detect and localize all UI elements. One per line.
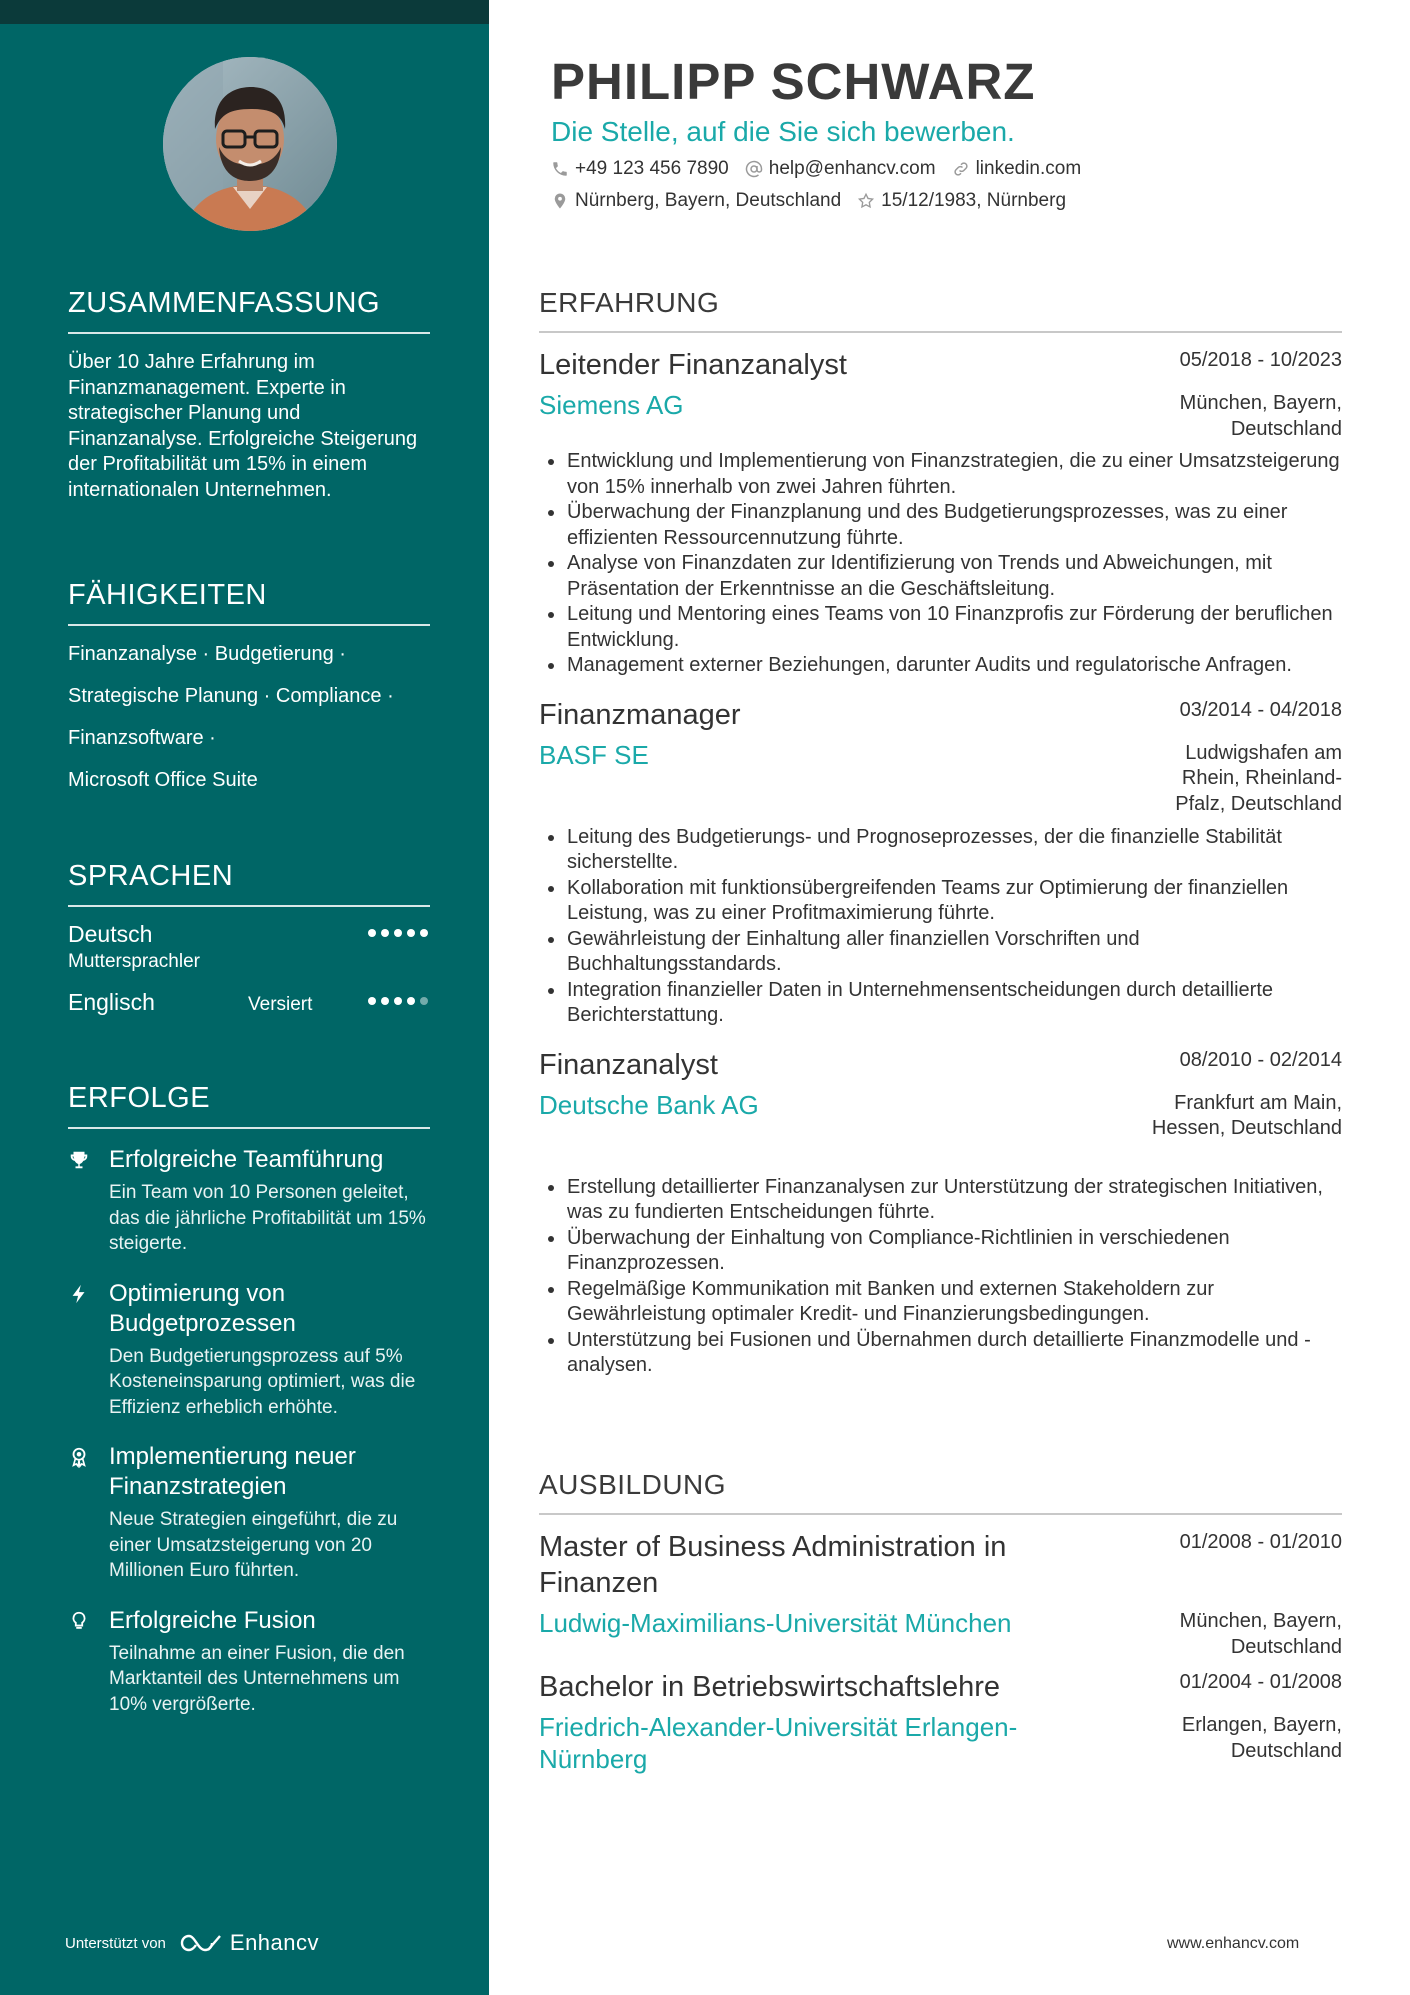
contact-line: [551, 158, 1351, 180]
language-level: Versiert: [248, 994, 313, 1015]
job-title: Leitender Finanzanalyst: [539, 349, 847, 381]
phone-text: +49 123 456 7890: [575, 158, 729, 179]
job-bullet: Kollaboration mit funktionsübergreifenden Teams zur Optimierung der finanziellen Leistung, was zu einer Profitmaximierung führte.: [539, 876, 1342, 927]
job-date: 05/2018 - 10/2023: [1179, 349, 1342, 371]
avatar-portrait: [163, 57, 337, 231]
job-entry: [539, 1047, 1342, 1379]
job-bullet: Leitung und Mentoring eines Teams von 10 Finanzprofis zur Förderung der beruflichen Entwicklung.: [539, 602, 1342, 653]
contact-phone[interactable]: [551, 158, 729, 180]
education-date: 01/2004 - 01/2008: [1179, 1671, 1342, 1693]
job-entry: [539, 347, 1342, 679]
skill-row: Finanzsoftware ·: [68, 727, 216, 749]
language-rating: [368, 929, 428, 937]
achievement-title: Erfolgreiche Teamführung: [109, 1146, 384, 1173]
degree-title: Bachelor in Betriebswirtschaftslehre: [539, 1671, 1000, 1703]
contact-email[interactable]: [745, 158, 936, 180]
achievement-item: [68, 1279, 430, 1421]
achievements-title: ERFOLGE: [68, 1082, 430, 1129]
job-head: [539, 697, 1342, 733]
job-date: 08/2010 - 02/2014: [1179, 1048, 1342, 1071]
achievement-description: Teilnahme an einer Fusion, die den Marktanteil des Unternehmens um 10% vergrößerte.: [109, 1642, 405, 1715]
language-name: Deutsch: [68, 921, 153, 947]
job-company: Siemens AG: [539, 390, 684, 420]
job-bullet: Management externer Beziehungen, darunter Audits und regulatorische Anfragen.: [539, 653, 1342, 679]
education-entry: [539, 1529, 1342, 1658]
rating-dot-filled: [368, 929, 376, 937]
location-pin-icon: [551, 192, 569, 210]
education-date: 01/2008 - 01/2010: [1179, 1531, 1342, 1553]
job-company: BASF SE: [539, 739, 649, 770]
language-item: [68, 921, 430, 981]
experience-title: ERFAHRUNG: [539, 287, 1342, 333]
link-icon: [952, 160, 970, 178]
job-location: Ludwigshafen am Rhein, Rheinland-Pfalz, Deutschland: [1175, 741, 1342, 815]
experience-section: [539, 287, 1342, 1379]
education-entry: [539, 1669, 1342, 1775]
achievement-item: [68, 1606, 430, 1718]
job-bullet: Gewährleistung der Einhaltung aller finanziellen Vorschriften und Buchhaltungsstandards.: [539, 927, 1342, 978]
job-bullet: Überwachung der Finanzplanung und des Budgetierungsprozesses, was zu einer effizienten Ressourcennutzung führte.: [539, 500, 1342, 551]
enhancv-brand: Enhancv: [229, 1930, 320, 1955]
summary-title: ZUSAMMENFASSUNG: [68, 287, 430, 334]
location-text: Nürnberg, Bayern, Deutschland: [575, 190, 842, 211]
star-icon: [857, 192, 875, 210]
job-company-row: [539, 389, 1342, 440]
job-bullet: Entwicklung und Implementierung von Finanzstrategien, die zu einer Umsatzsteigerung von 15% innerhalb von zwei Jahren führten.: [539, 449, 1342, 500]
job-date: 03/2014 - 04/2018: [1179, 698, 1342, 721]
degree-title: Master of Business Administration in Finanzen: [539, 1531, 1007, 1599]
job-company-row: [539, 739, 1342, 815]
achievement-title: Optimierung von Budgetprozessen: [109, 1279, 296, 1337]
achievement-title: Erfolgreiche Fusion: [109, 1606, 316, 1634]
job-company: Deutsche Bank AG: [539, 1089, 759, 1120]
phone-icon: [551, 160, 569, 178]
job-location: München, Bayern, Deutschland: [1179, 392, 1342, 440]
skill-row: Strategische Planung · Compliance ·: [68, 685, 394, 707]
award-icon: [68, 1445, 90, 1469]
job-bullet: Leitung des Budgetierungs- und Prognoseprozesses, der die finanzielle Stabilität sicherstellte.: [539, 825, 1342, 876]
job-company-row: [539, 1089, 1342, 1139]
languages-section: [68, 860, 430, 1049]
birth-text: 15/12/1983, Nürnberg: [881, 190, 1067, 211]
education-title: AUSBILDUNG: [539, 1469, 1342, 1515]
footer-url[interactable]: www.enhancv.com: [1167, 1935, 1300, 1952]
trophy-icon: [68, 1148, 90, 1172]
rating-dot-filled: [394, 929, 402, 937]
rating-dot-filled: [394, 997, 402, 1005]
contact-linkedin[interactable]: [952, 158, 1082, 180]
job-bullet: Unterstützung bei Fusionen und Übernahmen durch detaillierte Finanzmodelle und -analysen.: [539, 1328, 1342, 1379]
job-role: Die Stelle, auf die Sie sich bewerben.: [551, 116, 1015, 147]
job-bullet: Erstellung detaillierter Finanzanalysen zur Unterstützung der strategischen Initiativen, was zu fundierten Entscheidungen führte.: [539, 1175, 1342, 1226]
job-location: Frankfurt am Main, Hessen, Deutschland: [1151, 1091, 1342, 1139]
language-item: [68, 989, 430, 1049]
education-section: [539, 1469, 1342, 1775]
achievements-section: [68, 1082, 430, 1717]
language-level: Muttersprachler: [68, 951, 200, 972]
job-bullet: Überwachung der Einhaltung von Compliance-Richtlinien in verschiedenen Finanzprozessen.: [539, 1226, 1342, 1277]
achievement-title: Implementierung neuer Finanzstrategien: [109, 1443, 356, 1500]
job-bullets: [539, 1175, 1342, 1379]
job-bullet: Regelmäßige Kommunikation mit Banken und externen Stakeholdern zur Gewährleistung optimaler Kredit- und Finanzierungsbedingungen.: [539, 1277, 1342, 1328]
job-bullet: Integration finanzieller Daten in Unternehmensentscheidungen durch detaillierte Berichterstattung.: [539, 978, 1342, 1029]
rating-dot-empty: [420, 997, 428, 1005]
job-head: [539, 347, 1342, 383]
at-icon: [745, 160, 763, 178]
rating-dot-filled: [407, 997, 415, 1005]
powered-by-label: Unterstützt von: [65, 1934, 166, 1952]
sidebar: [0, 0, 489, 1995]
languages-title: SPRACHEN: [68, 860, 430, 907]
job-bullet: Analyse von Finanzdaten zur Identifizierung von Trends und Abweichungen, mit Präsentation der Erkenntnisse an die Geschäftsleitung.: [539, 551, 1342, 602]
education-location: München, Bayern, Deutschland: [1179, 1610, 1342, 1658]
skill-row: Microsoft Office Suite: [68, 769, 258, 791]
achievement-item: [68, 1442, 430, 1584]
skills-section: [68, 579, 430, 792]
achievement-description: Neue Strategien eingeführt, die zu einer Umsatzsteigerung von 20 Millionen Euro führten.: [109, 1509, 398, 1581]
avatar: [163, 57, 337, 231]
education-location: Erlangen, Bayern, Deutschland: [1181, 1714, 1342, 1762]
job-bullets: [539, 449, 1342, 679]
education-school-row: [539, 1607, 1342, 1658]
rating-dot-filled: [368, 997, 376, 1005]
summary-section: [68, 287, 430, 503]
contact-location: [551, 190, 841, 212]
language-name: Englisch: [68, 989, 155, 1015]
contact-line: [551, 190, 1351, 212]
resume-header: [551, 52, 1351, 212]
linkedin-text: linkedin.com: [975, 158, 1082, 179]
enhancv-logo[interactable]: [178, 1930, 319, 1956]
lightning-icon: [68, 1282, 90, 1306]
achievement-item: [68, 1145, 430, 1257]
achievement-description: Ein Team von 10 Personen geleitet, das die jährliche Profitabilität um 15% steigerte.: [109, 1182, 426, 1254]
skill-row: Finanzanalyse · Budgetierung ·: [68, 643, 346, 665]
job-title: Finanzanalyst: [539, 1048, 718, 1081]
education-head: [539, 1529, 1342, 1601]
school-name: Ludwig-Maximilians-Universität München: [539, 1608, 1012, 1638]
summary-text: Über 10 Jahre Erfahrung im Finanzmanagement. Experte in strategischer Planung und Finanzanalyse. Erfolgreiche Steigerung der Profitabilität um 15% in einem internationalen Unternehmen.: [68, 351, 418, 501]
powered-by: [65, 1930, 319, 1956]
job-entry: [539, 697, 1342, 1029]
skills-title: FÄHIGKEITEN: [68, 579, 430, 626]
school-name: Friedrich-Alexander-Universität Erlangen-Nürnberg: [539, 1712, 1018, 1774]
email-text: help@enhancv.com: [768, 158, 936, 179]
sidebar-top-bar: [0, 0, 489, 24]
rating-dot-filled: [407, 929, 415, 937]
education-school-row: [539, 1711, 1342, 1775]
rating-dot-filled: [381, 997, 389, 1005]
language-rating: [368, 997, 428, 1005]
enhancv-logo-icon: [178, 1932, 224, 1954]
candidate-name: PHILIPP SCHWARZ: [551, 53, 1036, 110]
job-bullets: [539, 825, 1342, 1029]
achievement-description: Den Budgetierungsprozess auf 5% Kosteneinsparung optimiert, was die Effizienz erheblich erhöhte.: [109, 1345, 416, 1418]
education-head: [539, 1669, 1342, 1705]
rating-dot-filled: [381, 929, 389, 937]
rating-dot-filled: [420, 929, 428, 937]
job-head: [539, 1047, 1342, 1083]
job-title: Finanzmanager: [539, 698, 741, 731]
contact-birth: [857, 190, 1066, 212]
lightbulb-icon: [68, 1609, 90, 1633]
